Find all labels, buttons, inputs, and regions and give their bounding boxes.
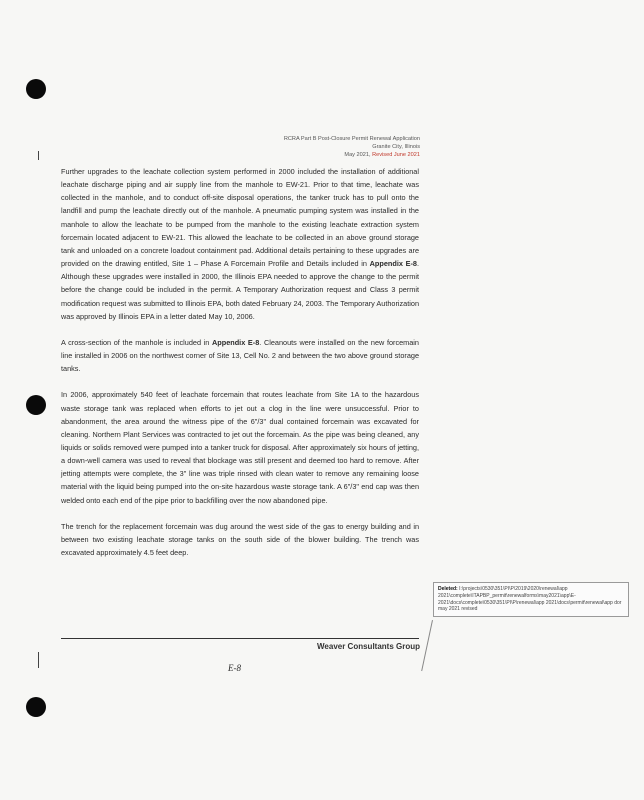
header-line-1: RCRA Part B Post-Closure Permit Renewal Application xyxy=(283,136,420,142)
document-body xyxy=(61,165,419,572)
header-date: May 2021 xyxy=(344,151,369,158)
page-number: E-8 xyxy=(228,663,241,673)
appendix-reference: Appendix E-8 xyxy=(369,259,417,269)
deleted-label: Deleted: xyxy=(438,586,458,592)
header-revision: Revised June 2021 xyxy=(372,151,420,158)
paragraph-text: . Although these upgrades were installed in 2000, the Illinois EPA needed to approve the change to the permit before the change could be included in the permit. A Temporary Authorization request and Class 3 permit modification request was submitted to Illinois EPA, both dated February 24, 2003. The Temporary Authorization was approved by Illinois EPA in a letter dated May 10, 2006. xyxy=(61,259,419,321)
punch-hole-top xyxy=(26,79,46,99)
header-line-3: May 2021, Revised June 2021 xyxy=(344,151,420,158)
paragraph-1 xyxy=(61,165,419,323)
paragraph-3 xyxy=(61,388,419,506)
margin-tick-bottom xyxy=(38,652,39,668)
paragraph-text: The trench for the replacement forcemain was dug around the west side of the gas to energy building and in between two existing leachate storage tanks on the south side of the blower building. The trench was excavated approximately 4.5 feet deep. xyxy=(61,521,419,558)
paragraph-2 xyxy=(61,336,419,375)
footer-rule xyxy=(61,638,419,639)
margin-tick-top xyxy=(38,151,39,160)
punch-hole-middle xyxy=(26,395,46,415)
deleted-text: I:\projects\0530\351\PI\P\2019\2020\renewal\app 2021\complete\ITAPBP_permit\renewalforms\may2021\app\E-2021\docs\complete\0530\351\PI\P\renewal\app 2021\docs\permit\renewal\app dor may 2021 revised xyxy=(438,586,622,613)
header-line-2: Granite City, Illinois xyxy=(372,143,420,150)
appendix-reference: Appendix E-8 xyxy=(212,337,260,347)
paragraph-4 xyxy=(61,520,419,559)
comment-connector-line xyxy=(421,620,433,671)
footer-company-name: Weaver Consultants Group xyxy=(317,642,420,651)
paragraph-text: A cross-section of the manhole is included in xyxy=(61,337,213,347)
paragraph-text: Further upgrades to the leachate collection system performed in 2000 included the installation of additional leachate discharge piping and air supply line from the manhole to EW-21. Prior to that time, leachate was collected in the manhole, and to conduct off-site disposal operations, the tanker truck has to pull onto the landfill and pump the leachate directly out of the manhole. A pneumatic pumping system was installed in the manhole to allow the leachate to be pumped from the manhole to the existing leachate extraction system forcemain located adjacent to EW-21. This allowed the leachate to be collected in an above ground storage tank and unloaded on a concrete loadout containment pad. Additional details pertaining to these upgrades are provided on the drawing entitled, Site 1 – Phase A Forcemain Profile and Details included in xyxy=(61,167,419,269)
punch-hole-bottom xyxy=(26,697,46,717)
paragraph-text: . Cleanouts were installed on the new forcemain line installed in 2006 on the northwest corner of Site 13, Cell No. 2 and between the two above ground storage tanks. xyxy=(61,337,419,374)
deleted-comment-balloon[interactable] xyxy=(433,582,629,617)
paragraph-text: In 2006, approximately 540 feet of leachate forcemain that routes leachate from Site 1A to the hazardous waste storage tank was replaced when efforts to jet out a clog in the line were unsuccessful. Prior to abandonment, the area around the witness pipe of the 6"/3" dual contained forcemain was excavated for cleaning. Northern Plant Services was contracted to jet out the forcemain. As the pipe was being cleaned, any liquids or solids removed were pumped into a tanker truck for disposal. After approximately six hours of jetting, a down-well camera was used to reveal that blockage was still present and deemed too hard to remove. After jetting attempts were complete, the 3" line was triple rinsed with clean water to remove any remaining loose material with the liquid being pumped into the on-site hazardous waste storage tank. A 6"/3" end cap was then welded onto each end of the pipe prior to backfilling over the now abandoned pipe. xyxy=(61,390,419,505)
running-header xyxy=(284,136,420,159)
